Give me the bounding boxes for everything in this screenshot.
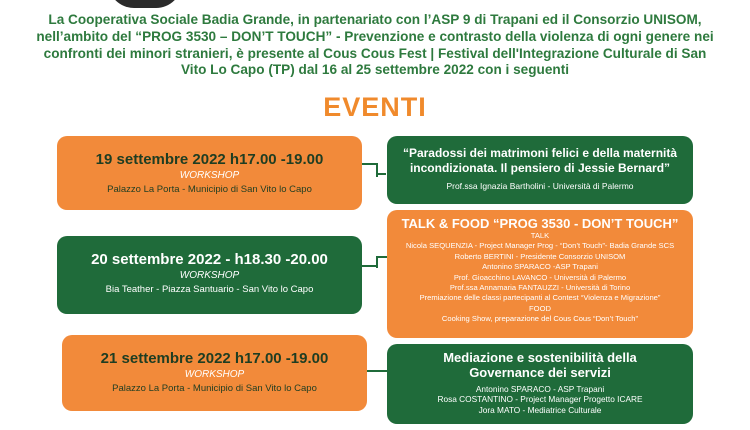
event-date: 20 settembre 2022 - h18.30 -20.00 xyxy=(91,251,328,268)
event-place: Palazzo La Porta - Municipio di San Vito lo Capo xyxy=(112,383,317,394)
detail-card-2 xyxy=(387,210,693,338)
detail-title: TALK & FOOD “PROG 3530 - DON’T TOUCH” xyxy=(401,216,679,231)
event-date: 21 settembre 2022 h17.00 -19.00 xyxy=(100,350,329,367)
talk-line: Premiazione delle classi partecipanti al Contest “Violenza e Migrazione” xyxy=(419,293,661,303)
event-card-1 xyxy=(57,136,362,210)
talk-line: Prof. Gioacchino LAVANCO - Università di Palermo xyxy=(453,272,627,282)
event-type: WORKSHOP xyxy=(184,369,245,380)
intro-text: La Cooperativa Sociale Badia Grande, in partenariato con l’ASP 9 di Trapani ed il Consorzio UNISOM, nell’ambito del “PROG 3530 – DON’T TOUCH” - Prevenzione e contrasto della violenza di ogni genere nei confronti dei minori stranieri, è presente al Cous Cous Fest | Festival dell'Integrazione Culturale di San Vito Lo Capo (TP) dal 16 al 25 settembre 2022 con i seguenti xyxy=(36,12,714,78)
event-place: Palazzo La Porta - Municipio di San Vito lo Capo xyxy=(107,184,312,195)
logo xyxy=(108,0,182,8)
talk-line: Antonino SPARACO -ASP Trapani xyxy=(482,262,598,272)
connector-2 xyxy=(362,265,376,269)
detail-card-1 xyxy=(387,136,693,204)
detail-card-3 xyxy=(387,344,693,424)
talk-line: TALK xyxy=(530,231,550,240)
event-card-2 xyxy=(57,236,362,314)
events-heading: EVENTI xyxy=(323,92,427,122)
talk-line: FOOD xyxy=(529,303,551,313)
talk-line: Roberto BERTINI - Presidente Consorzio UNISOM xyxy=(454,251,626,261)
detail-title: “Paradossi dei matrimoni felici e della maternità incondizionata. Il pensiero di Jessie Bernard” xyxy=(402,146,678,175)
connector-1-arrow xyxy=(376,173,386,175)
talk-line: Nicola SEQUENZIA - Project Manager Prog - “Don’t Touch”- Badia Grande SCS xyxy=(405,241,675,251)
talk-line: Prof.ssa Annamaria FANTAUZZI - Università di Torino xyxy=(449,283,631,293)
detail-title: Mediazione e sostenibilità della Governance dei servizi xyxy=(443,350,637,380)
event-place: Bia Teather - Piazza Santuario - San Vito lo Capo xyxy=(105,284,314,295)
connector-3 xyxy=(367,370,387,372)
speaker-line: Jora MATO - Mediatrice Culturale xyxy=(478,404,602,415)
event-date: 19 settembre 2022 h17.00 -19.00 xyxy=(95,151,324,168)
detail-speaker: Prof.ssa Ignazia Bartholini - Università di Palermo xyxy=(446,181,634,191)
event-type: WORKSHOP xyxy=(179,270,240,281)
event-card-3 xyxy=(62,335,367,411)
event-type: WORKSHOP xyxy=(179,170,240,181)
speaker-line: Rosa COSTANTINO - Project Manager Progetto ICARE xyxy=(437,394,643,405)
speaker-line: Antonino SPARACO - ASP Trapani xyxy=(475,384,605,394)
talk-line: Cooking Show, preparazione del Cous Cous “Don’t Touch” xyxy=(441,314,639,324)
